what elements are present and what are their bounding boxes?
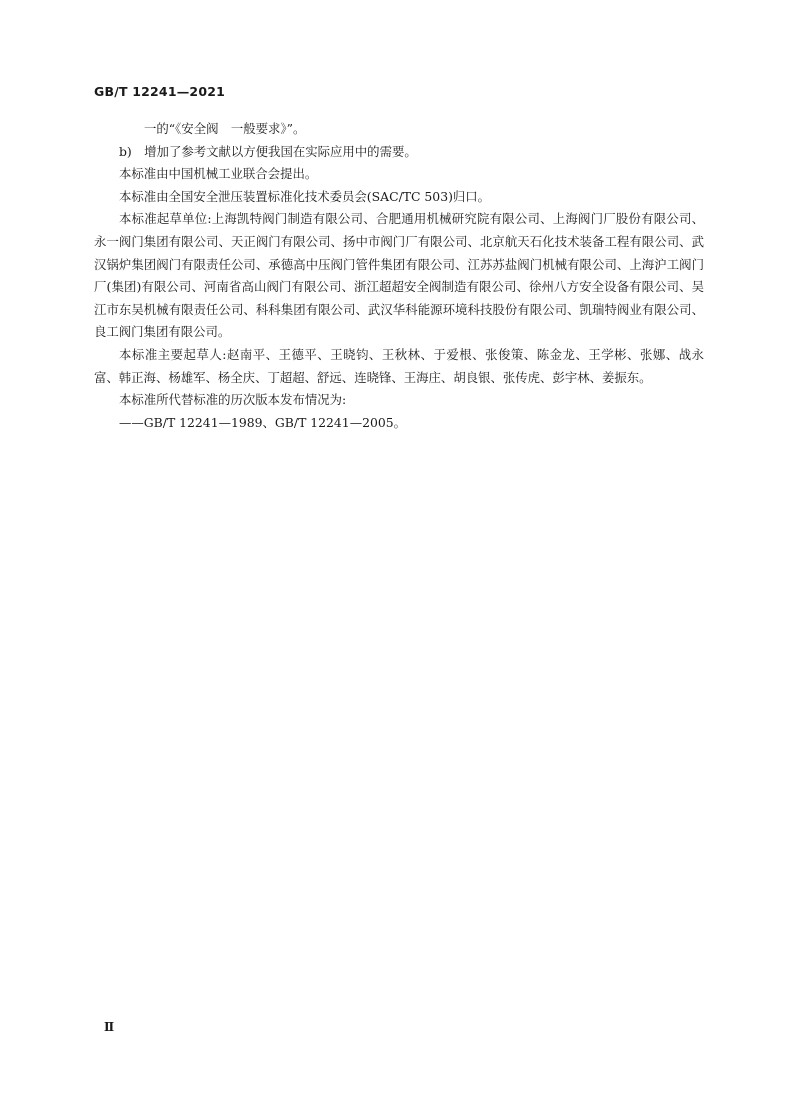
list-item-b: b) 增加了参考文献以方便我国在实际应用中的需要。 [119,143,417,159]
history-versions-paragraph: ——GB/T 12241—1989、GB/T 12241—2005。 [119,414,407,430]
standard-number-header: GB/T 12241—2021 [94,84,226,99]
drafters-paragraph: 本标准主要起草人:赵南平、王德平、王晓钧、王秋林、于爱根、张俊策、陈金龙、王学彬、张娜、战永富、韩正海、杨雄军、杨全庆、丁超超、舒远、连晓锋、王海庄、胡良银、张传虎、彭宇林、姜振东。 [94,346,704,385]
continued-item-line: 一的“《安全阀 一般要求》”。 [144,121,306,136]
page-number: Ⅱ [104,1020,115,1034]
proposed-by-paragraph: 本标准由中国机械工业联合会提出。 [119,166,318,182]
centralized-by-paragraph: 本标准由全国安全泄压装置标准化技术委员会(SAC/TC 503)归口。 [119,188,491,204]
drafting-units-paragraph: 本标准起草单位:上海凯特阀门制造有限公司、合肥通用机械研究院有限公司、上海阀门厂股份有限公司、永一阀门集团有限公司、天正阀门有限公司、扬中市阀门厂有限公司、北京航天石化技术装备工程有限公司、武汉锅炉集团阀门有限责任公司、承德高中压阀门管件集团有限公司、江苏苏盐阀门机械有限公司、上海沪工阀门厂(集团)有限公司、河南省高山阀门有限公司、浙江超超安全阀制造有限公司、徐州八方安全设备有限公司、吴江市东吴机械有限责任公司、科科集团有限公司、武汉华科能源环境科技股份有限公司、凯瑞特阀业有限公司、良工阀门集团有限公司。 [94,211,704,340]
history-intro-paragraph: 本标准所代替标准的历次版本发布情况为: [119,392,347,408]
foreword-body [94,118,704,434]
